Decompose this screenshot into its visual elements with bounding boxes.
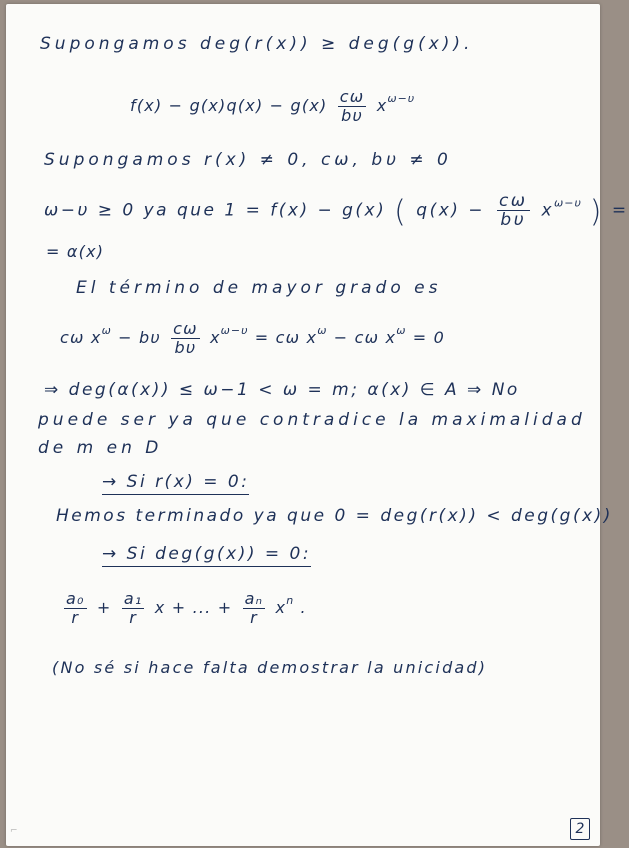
- line-alpha: = α(x): [46, 242, 105, 261]
- case-heading-deg-g-zero: [102, 544, 311, 564]
- line-finished: Hemos terminado ya que 0 = deg(r(x)) < deg(g(x)): [56, 506, 613, 526]
- line-degree-bound: ⇒ deg(α(x)) ≤ ω−1 < ω = m; α(x) ∈ A ⇒ No: [44, 380, 520, 400]
- text-q: q(x) −: [416, 200, 486, 221]
- exponent: ω−υ: [554, 196, 582, 210]
- text-reason: ω−υ ≥ 0 ya que 1 = f(x) − g(x): [44, 200, 387, 221]
- case-label: → Si deg(g(x)) = 0:: [102, 544, 311, 567]
- fraction-denominator: r: [250, 608, 258, 627]
- exponent: ω: [101, 324, 112, 337]
- case-heading-r-zero: [102, 472, 249, 492]
- result-zero: = 0: [412, 328, 445, 347]
- exponent: ω: [396, 324, 407, 337]
- page-number: 2: [570, 818, 590, 840]
- term-c-x: cω x: [60, 328, 102, 347]
- fraction-numerator: aₙ: [244, 589, 264, 608]
- fraction-numerator: a₁: [123, 589, 143, 608]
- fraction-an-over-r: [243, 590, 266, 627]
- exponent: ω: [317, 324, 328, 337]
- line-uniqueness-note: (No sé si hace falta demostrar la unicidad): [52, 658, 488, 677]
- fraction-denominator: bυ: [500, 210, 527, 230]
- variable-x: x: [275, 598, 287, 617]
- fraction-c-over-b: [338, 88, 367, 125]
- line-polynomial-sum: [60, 590, 307, 627]
- line-degree-nonnegative: [44, 192, 629, 230]
- fraction-c-over-b: [171, 320, 200, 357]
- fraction-denominator: r: [129, 608, 138, 627]
- fraction-c-over-b: [497, 192, 530, 229]
- fraction-numerator: a₀: [66, 589, 85, 608]
- term-c-x: − cω x: [333, 328, 397, 347]
- exponent: ω−υ: [220, 324, 249, 337]
- fraction-numerator: cω: [339, 87, 365, 106]
- line-maximality: de m en D: [38, 438, 163, 458]
- fraction-denominator: bυ: [341, 106, 363, 125]
- fraction-denominator: r: [71, 608, 80, 627]
- notebook-page: [6, 4, 629, 846]
- equals-sign: =: [611, 200, 629, 221]
- period: .: [300, 598, 307, 617]
- variable-x: x: [541, 200, 555, 221]
- fraction-numerator: cω: [173, 319, 198, 338]
- line-contradiction: puede ser ya que contradice la maximalidad: [38, 410, 586, 430]
- middle-terms: x + ... +: [154, 598, 233, 617]
- line-leading-term: El término de mayor grado es: [76, 278, 442, 298]
- variable-x: x: [376, 96, 388, 115]
- paren-open: (: [394, 194, 409, 230]
- line-leading-term-calc: [60, 320, 445, 357]
- line-expression: [130, 88, 415, 125]
- term-b: − bυ: [118, 328, 161, 347]
- fraction-numerator: cω: [498, 191, 528, 211]
- exponent: ω−υ: [387, 92, 416, 105]
- corner-mark: ⌐: [10, 826, 18, 836]
- variable-x: x: [210, 328, 221, 347]
- line-suppose-degree: Supongamos deg(r(x)) ≥ deg(g(x)).: [40, 34, 474, 54]
- plus-sign: +: [96, 598, 112, 617]
- paren-close: ): [589, 194, 604, 230]
- fraction-a1-over-r: [122, 590, 145, 627]
- fraction-a0-over-r: [64, 590, 87, 627]
- term-c-x: = cω x: [254, 328, 318, 347]
- case-label: → Si r(x) = 0:: [102, 472, 249, 495]
- exponent: n: [286, 594, 295, 607]
- expression-lhs: f(x) − g(x)q(x) − g(x): [130, 96, 328, 115]
- fraction-denominator: bυ: [174, 338, 197, 357]
- line-suppose-nonzero: Supongamos r(x) ≠ 0, cω, bυ ≠ 0: [44, 150, 452, 170]
